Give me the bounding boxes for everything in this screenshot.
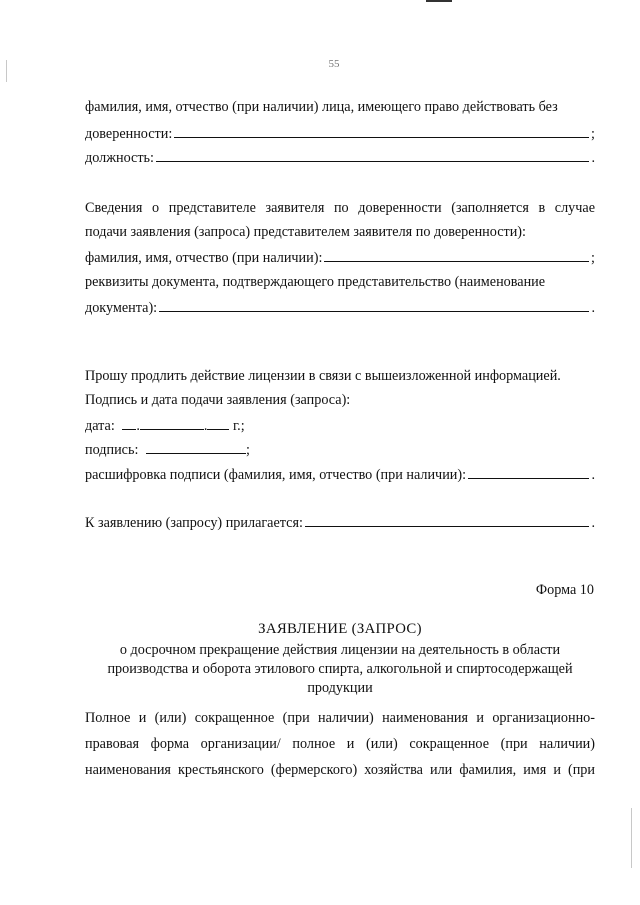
org-name-text-3: наименования крестьянского (фермерского) хозяйства или фамилия, имя и (при [85, 762, 595, 778]
representative-name-label: фамилия, имя, отчество (при наличии): [85, 250, 323, 266]
position-field-end: . [591, 150, 595, 166]
attachments-line[interactable] [305, 513, 590, 527]
document-field-row [85, 298, 595, 317]
signature-decode-label: расшифровка подписи (фамилия, имя, отчество (при наличии): [85, 467, 467, 483]
document-field-line[interactable] [159, 298, 589, 312]
date-year-line[interactable] [207, 416, 229, 430]
date-suffix: г.; [232, 418, 245, 434]
proxy-field-line[interactable] [174, 124, 589, 138]
signature-end: ; [245, 442, 250, 458]
position-field-row [85, 148, 595, 167]
org-name-text-1: Полное и (или) сокращенное (при наличии) наименования и организационно- [85, 710, 595, 726]
signature-decode-line[interactable] [468, 465, 589, 479]
attachments-end: . [591, 515, 595, 531]
position-field-line[interactable] [156, 148, 589, 162]
proxy-field-end: ; [591, 126, 595, 142]
scan-mark [426, 0, 452, 2]
date-day-line[interactable] [122, 416, 136, 430]
date-sep-2: . [203, 418, 208, 434]
org-name-text-2: правовая форма организации/ полное и (или) сокращенное (при наличии) [85, 736, 595, 752]
date-label: дата: [85, 418, 115, 434]
page-number: 55 [328, 58, 340, 70]
form-subtitle-line-1: о досрочном прекращение действия лицензии на деятельность в области [119, 642, 561, 658]
date-row [85, 416, 595, 435]
extension-request-text: Прошу продлить действие лицензии в связи с вышеизложенной информацией. [85, 368, 561, 384]
signature-decode-end: . [591, 467, 595, 483]
document-field-label: документа): [85, 300, 158, 316]
representative-name-end: ; [591, 250, 595, 266]
form-subtitle-line-3: продукции [307, 680, 373, 696]
document-details-text: реквизиты документа, подтверждающего представительство (наименование [85, 274, 546, 290]
attachments-row [85, 513, 595, 532]
representative-note-text: подачи заявления (запроса) представителем заявителя по доверенности): [85, 224, 526, 240]
signer-name-text: фамилия, имя, отчество (при наличии) лица, имеющего право действовать без [85, 99, 558, 115]
signature-date-text: Подпись и дата подачи заявления (запроса): [85, 392, 351, 408]
proxy-field-label: доверенности: [85, 126, 173, 142]
signature-row [85, 440, 595, 459]
form-subtitle-line-2: производства и оборота этилового спирта, алкогольной и спиртосодержащей [107, 661, 573, 677]
scan-speck-left [6, 60, 7, 82]
form-title: ЗАЯВЛЕНИЕ (ЗАПРОС) [258, 621, 422, 637]
representative-heading-text: Сведения о представителе заявителя по доверенности (заполняется в случае [85, 200, 595, 216]
signature-label: подпись: [85, 442, 139, 458]
representative-name-line[interactable] [324, 248, 589, 262]
date-sep-1: . [136, 418, 140, 434]
representative-name-row [85, 248, 595, 267]
position-field-label: должность: [85, 150, 154, 166]
signature-decode-row [85, 465, 595, 484]
scan-speck-right [631, 808, 632, 868]
date-month-line[interactable] [140, 416, 204, 430]
attachments-label: К заявлению (запросу) прилагается: [85, 515, 303, 531]
document-field-end: . [591, 300, 595, 316]
signature-line[interactable] [146, 440, 246, 454]
proxy-field-row [85, 124, 595, 143]
form-number: Форма 10 [535, 582, 594, 598]
